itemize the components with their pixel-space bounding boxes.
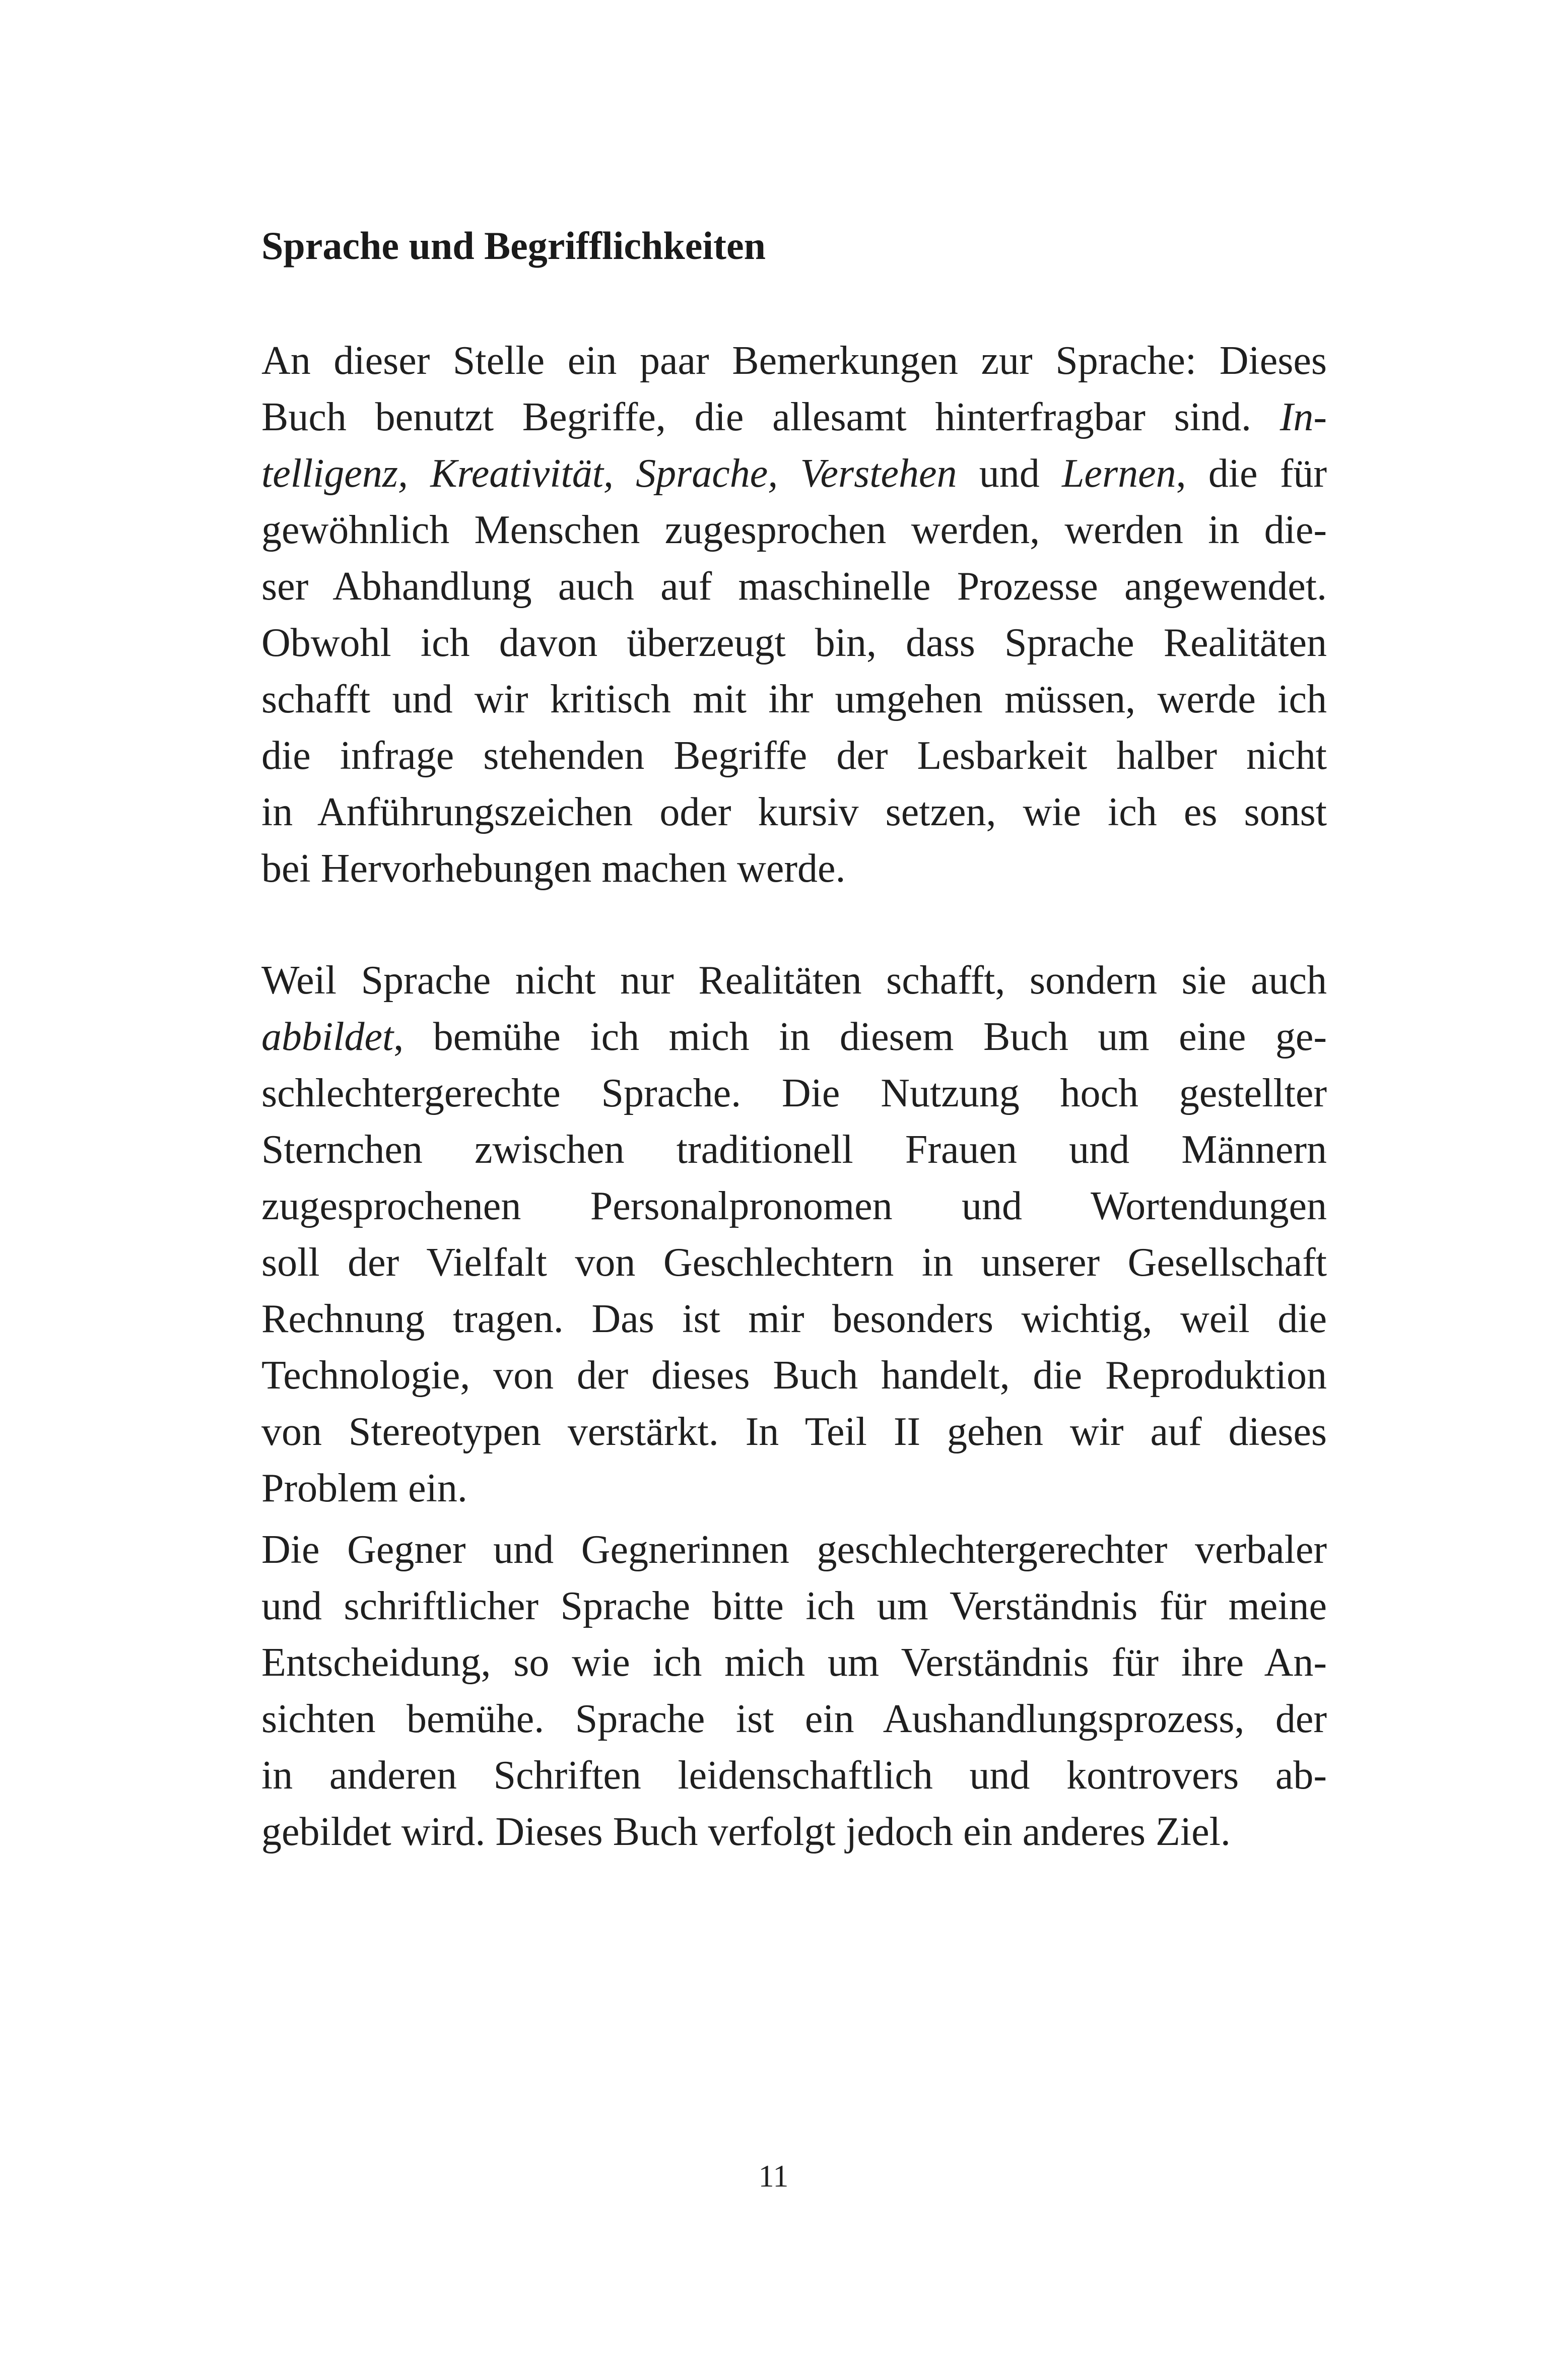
text-line: soll der Vielfalt von Geschlechtern in unserer Gesellschaft <box>261 1240 1327 1285</box>
text-line: Obwohl ich davon überzeugt bin, dass Sprache Realitäten <box>261 621 1327 665</box>
text-line: Entscheidung, so wie ich mich um Verständnis für ihre An- <box>261 1640 1327 1685</box>
text-line: ser Abhandlung auch auf maschinelle Prozesse angewendet. <box>261 564 1327 609</box>
text-line: schlechtergerechte Sprache. Die Nutzung hoch gestellter <box>261 1071 1327 1115</box>
paragraph-opponents <box>261 1522 1327 1860</box>
section-heading: Sprache und Begrifflichkeiten <box>261 224 766 268</box>
text-line: die infrage stehenden Begriffe der Lesbarkeit halber nicht <box>261 734 1327 778</box>
paragraph-language-terms <box>261 333 1327 897</box>
paragraph-gender-language <box>261 952 1327 1516</box>
text-line: gewöhnlich Menschen zugesprochen werden, werden in die- <box>261 508 1327 552</box>
italic-term: telligenz, Kreativität, Sprache, Verstehen <box>261 451 957 496</box>
text-line: Sternchen zwischen traditionell Frauen und Männern <box>261 1128 1327 1172</box>
text-run: und <box>957 451 1062 496</box>
text-line: An dieser Stelle ein paar Bemerkungen zur Sprache: Dieses <box>261 339 1327 383</box>
text-line: Technologie, von der dieses Buch handelt, die Reproduktion <box>261 1353 1327 1398</box>
text-line: zugesprochenen Personalpronomen und Wortendungen <box>261 1184 1327 1228</box>
text-line: gebildet wird. Dieses Buch verfolgt jedoch ein anderes Ziel. <box>261 1810 1231 1854</box>
text-line: bei Hervorhebungen machen werde. <box>261 846 846 891</box>
page-number: 11 <box>758 2159 789 2194</box>
text-line: Die Gegner und Gegnerinnen geschlechtergerechter verbaler <box>261 1528 1327 1572</box>
text-line <box>261 445 1327 502</box>
italic-term: In- <box>1280 395 1327 439</box>
text-line: schafft und wir kritisch mit ihr umgehen müssen, werde ich <box>261 677 1327 721</box>
italic-term: Lernen <box>1061 451 1176 496</box>
text-line: von Stereotypen verstärkt. In Teil II gehen wir auf dieses <box>261 1410 1327 1454</box>
text-line: sichten bemühe. Sprache ist ein Aushandlungsprozess, der <box>261 1697 1327 1741</box>
text-line: in Anführungszeichen oder kursiv setzen, wie ich es sonst <box>261 790 1327 834</box>
text-run: , bemühe ich mich in diesem Buch um eine ge- <box>393 1015 1327 1059</box>
italic-term: abbildet <box>261 1015 394 1059</box>
text-line: Rechnung tragen. Das ist mir besonders wichtig, weil die <box>261 1297 1327 1341</box>
text-run: , die für <box>1176 451 1327 496</box>
text-line: Problem ein. <box>261 1466 467 1510</box>
text-line <box>261 1009 1327 1065</box>
text-line <box>261 389 1327 445</box>
text-line: in anderen Schriften leidenschaftlich und kontrovers ab- <box>261 1753 1327 1798</box>
text-run: Buch benutzt Begriffe, die allesamt hinterfragbar sind. <box>261 395 1251 439</box>
text-line: und schriftlicher Sprache bitte ich um Verständnis für meine <box>261 1584 1327 1628</box>
text-line: Weil Sprache nicht nur Realitäten schafft, sondern sie auch <box>261 958 1327 1003</box>
